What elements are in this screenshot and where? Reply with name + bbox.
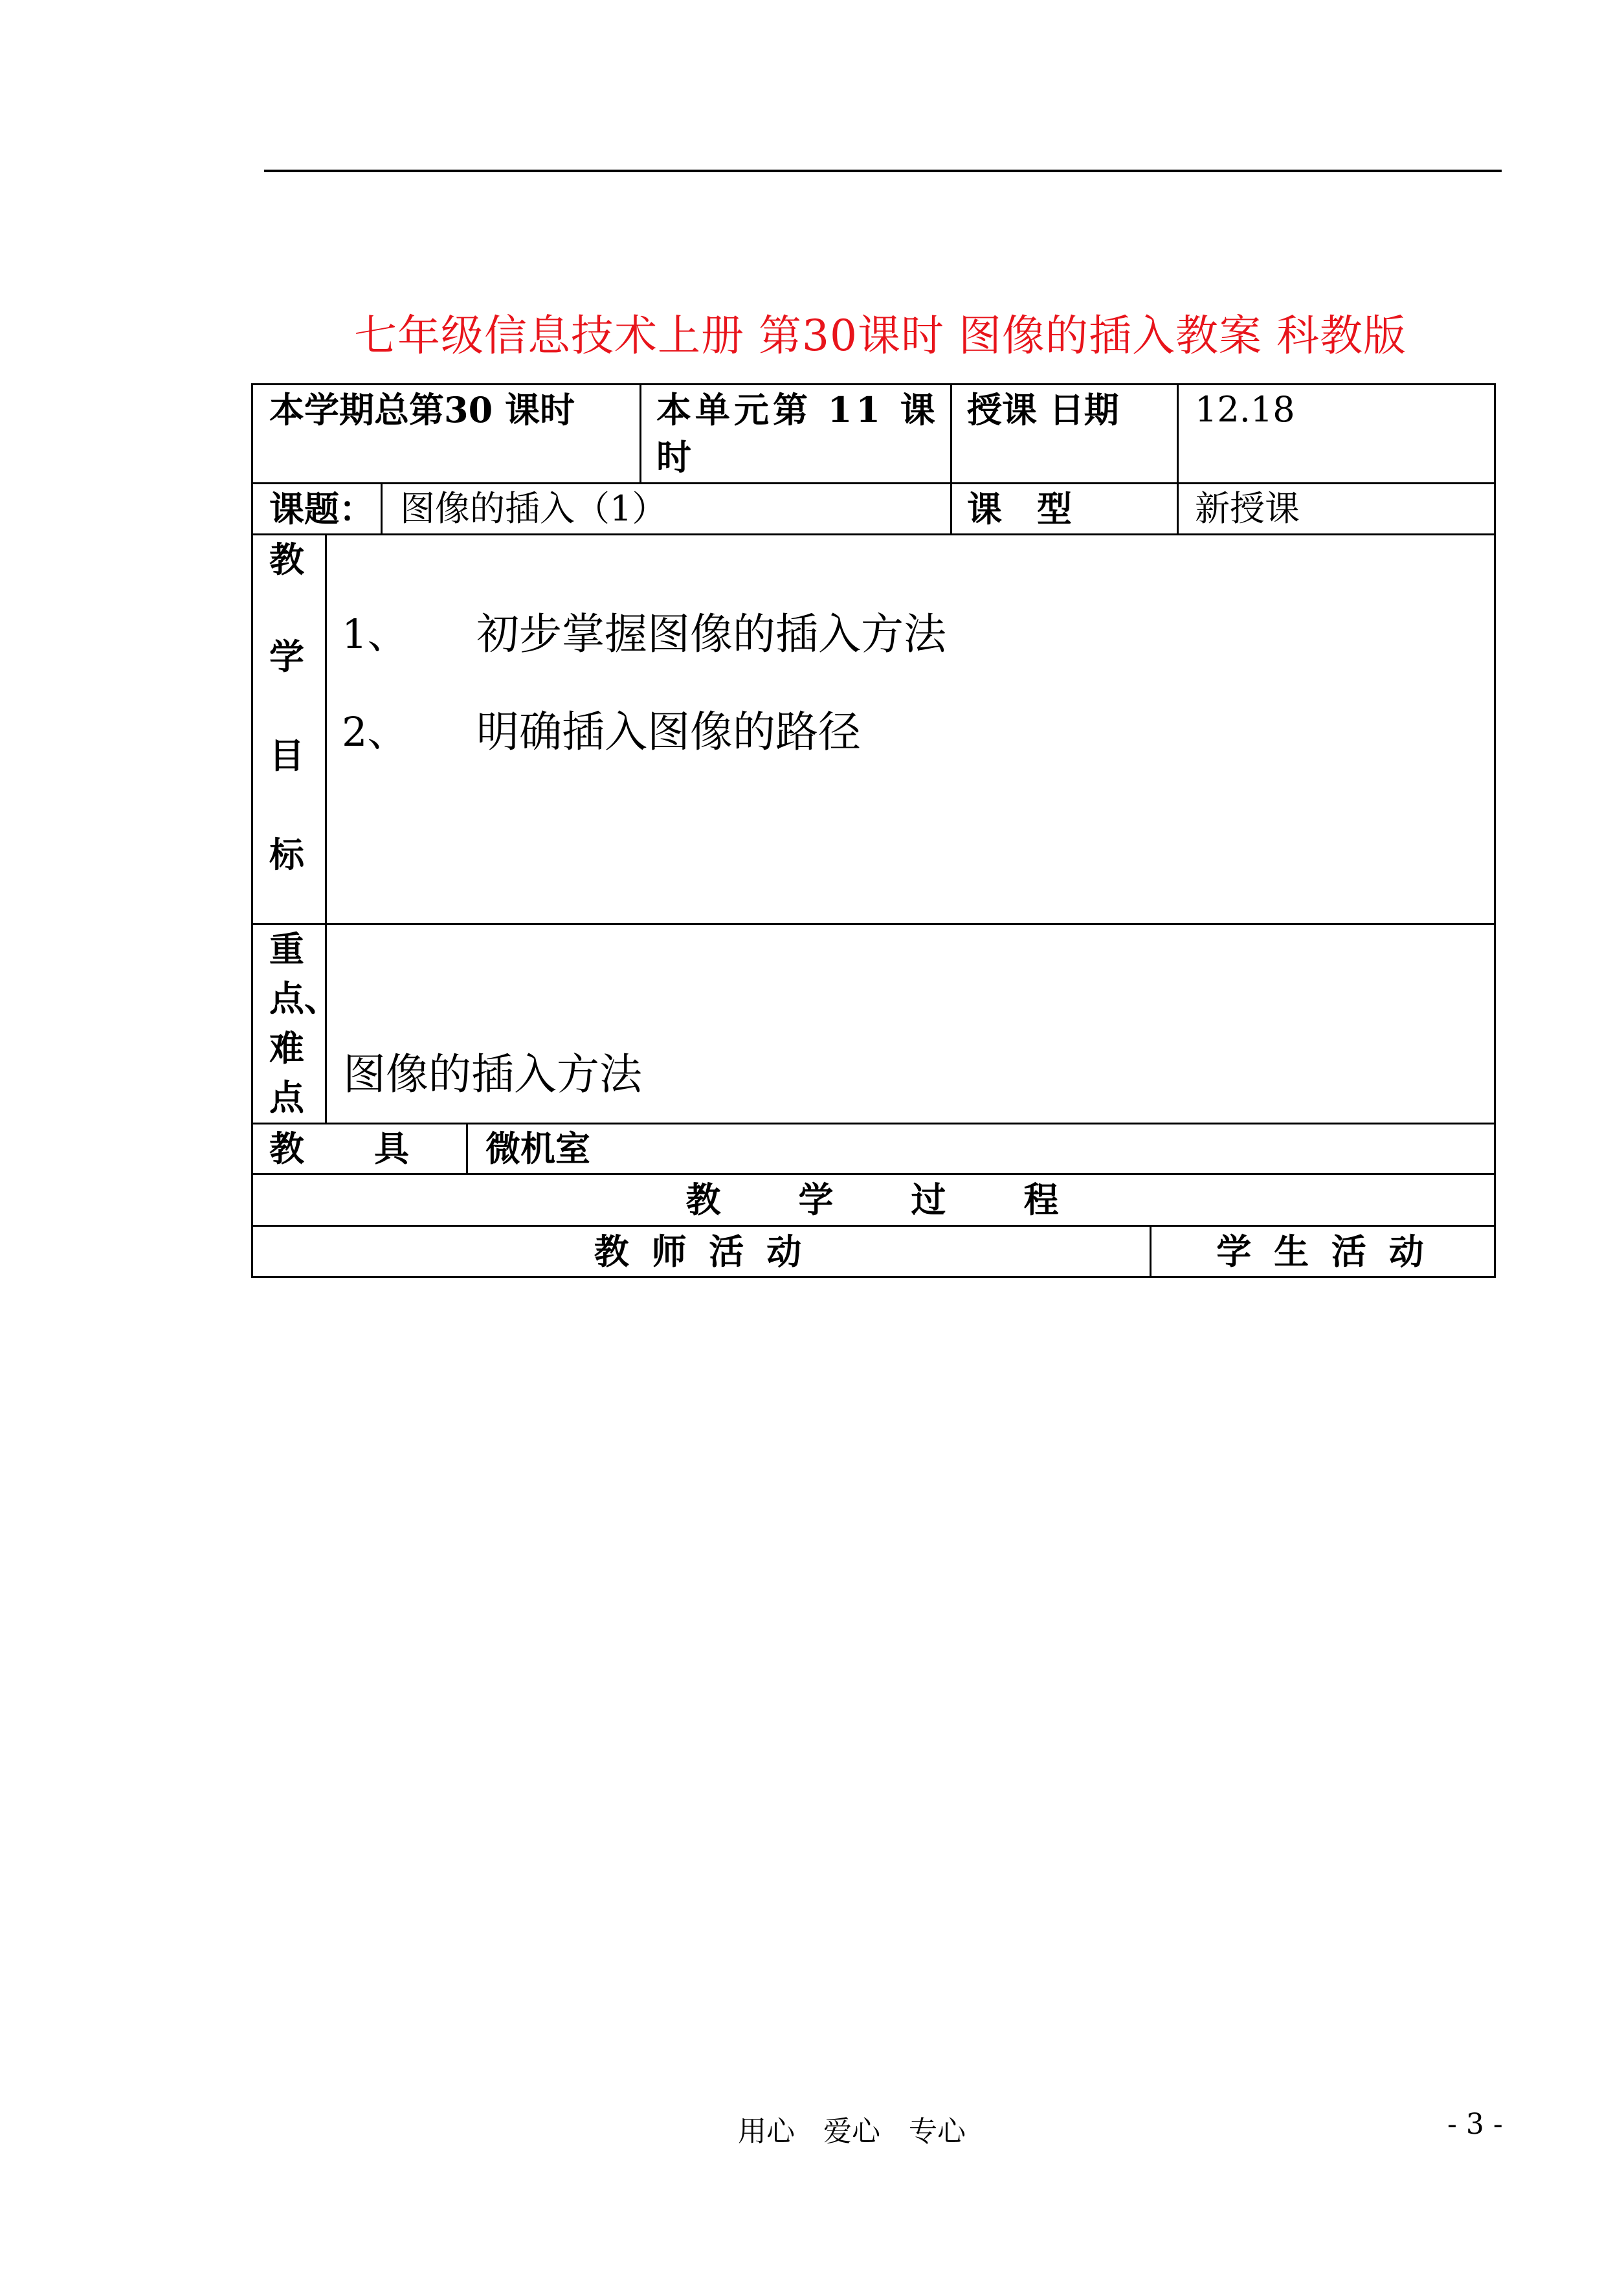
row-divider bbox=[251, 923, 1496, 925]
teaching-process-header: 教 学 过 程 bbox=[685, 1179, 1062, 1220]
student-activity-header: 学 生 活 动 bbox=[1216, 1231, 1429, 1272]
objective-1-number: 1、 bbox=[342, 610, 408, 658]
page-number: - 3 - bbox=[1447, 2108, 1503, 2141]
objectives-label-1: 教 bbox=[269, 539, 304, 580]
row-divider bbox=[251, 533, 1496, 535]
teacher-activity-header: 教 师 活 动 bbox=[594, 1231, 807, 1272]
date-label: 授课 日期 bbox=[967, 389, 1119, 431]
col-divider bbox=[325, 533, 327, 1123]
col-divider bbox=[950, 383, 952, 533]
objective-2-number: 2、 bbox=[342, 708, 408, 755]
header-rule bbox=[264, 170, 1502, 172]
unit-lesson-cell-line1: 本单元第 11 课 bbox=[656, 389, 939, 431]
key-points-label-2: 点、 bbox=[269, 978, 339, 1019]
objectives-label-4: 标 bbox=[269, 834, 304, 875]
tools-value: 微机室 bbox=[485, 1128, 590, 1169]
key-points-value: 图像的插入方法 bbox=[343, 1049, 642, 1099]
row-divider bbox=[251, 1123, 1496, 1124]
lesson-type-value: 新授课 bbox=[1195, 488, 1300, 529]
date-value: 12.18 bbox=[1195, 389, 1295, 430]
document-title: 七年级信息技术上册 第30课时 图像的插入教案 科教版 bbox=[354, 311, 1407, 361]
key-points-label-1: 重 bbox=[269, 928, 304, 970]
objectives-label-2: 学 bbox=[269, 636, 304, 677]
col-divider bbox=[1177, 383, 1179, 533]
key-points-label-4: 点 bbox=[269, 1077, 304, 1118]
col-divider bbox=[640, 383, 641, 482]
col-divider bbox=[466, 1123, 468, 1173]
objective-1-text: 初步掌握图像的插入方法 bbox=[476, 609, 946, 659]
lesson-type-label: 课 型 bbox=[967, 488, 1072, 530]
topic-value: 图像的插入（1） bbox=[400, 488, 667, 529]
col-divider bbox=[381, 482, 383, 533]
semester-lesson-cell: 本学期总第30 课时 bbox=[269, 389, 575, 431]
tools-label: 教 具 bbox=[269, 1128, 409, 1169]
objectives-label-3: 目 bbox=[269, 735, 304, 776]
objective-2-text: 明确插入图像的路径 bbox=[476, 707, 861, 757]
footer-motto: 用心 爱心 专心 bbox=[738, 2115, 966, 2148]
key-points-label-3: 难 bbox=[269, 1027, 304, 1069]
unit-lesson-cell-line2: 时 bbox=[656, 436, 691, 478]
topic-label: 课题： bbox=[269, 488, 374, 530]
